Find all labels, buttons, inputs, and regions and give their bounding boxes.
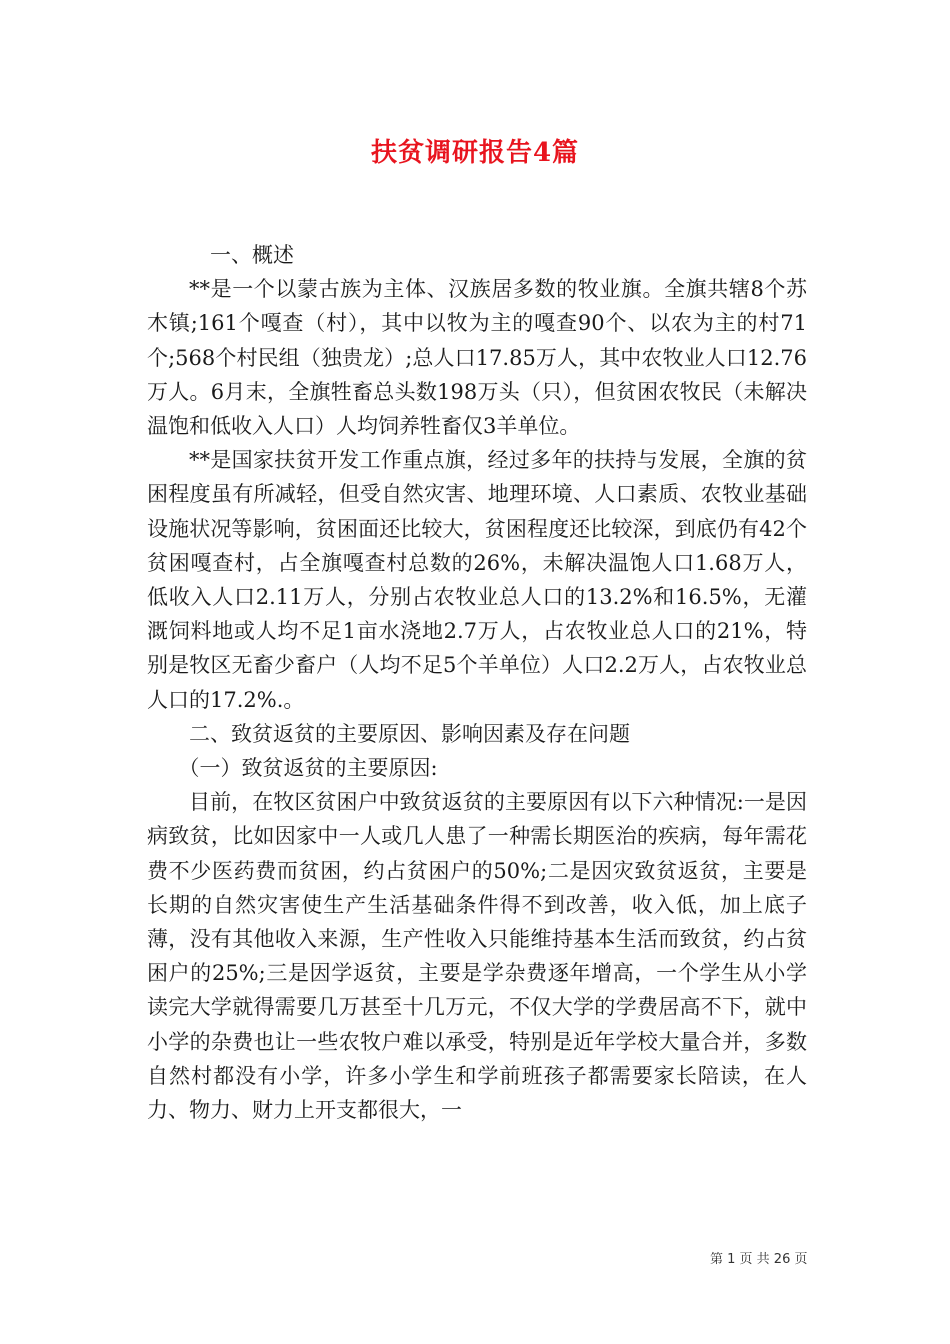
document-title: 扶贫调研报告4篇	[370, 138, 580, 168]
paragraph: **是国家扶贫开发工作重点旗，经过多年的扶持与发展，全旗的贫困程度虽有所减轻，但受自然灾害、地理环境、人口素质、农牧业基础设施状况等影响，贫困面还比较大，贫困程度还比较深，到底仍有42个贫困嘎查村，占全旗嘎查村总数的26%，未解决温饱人口1.68万人，低收入人口2.11万人，分别占农牧业总人口的13.2%和16.5%，无灌溉饲料地或人均不足1亩水浇地2.7万人，占农牧业总人口的21%，特别是牧区无畜少畜户（人均不足5个羊单位）人口2.2万人，占农牧业总人口的17.2%.。	[147, 448, 807, 712]
subsection-heading: （一）致贫返贫的主要原因:	[178, 756, 438, 781]
section-heading-causes: 二、致贫返贫的主要原因、影响因素及存在问题	[189, 721, 630, 746]
document-body	[147, 238, 807, 1127]
paragraph: **是一个以蒙古族为主体、汉族居多数的牧业旗。全旗共辖8个苏木镇;161个嘎查（村），其中以牧为主的嘎查90个、以农为主的村71个;568个村民组（独贵龙）;总人口17.85万人，其中农牧业人口12.76万人。6月末，全旗牲畜总头数198万头（只），但贫困农牧民（未解决温饱和低收入人口）人均饲养牲畜仅3羊单位。	[147, 277, 807, 439]
paragraph: 目前，在牧区贫困户中致贫返贫的主要原因有以下六种情况:一是因病致贫，比如因家中一人或几人患了一种需长期医治的疾病，每年需花费不少医药费而贫困，约占贫困户的50%;二是因灾致贫返贫，主要是长期的自然灾害使生产生活基础条件得不到改善，收入低，加上底子薄，没有其他收入来源，生产性收入只能维持基本生活而致贫，约占贫困户的25%;三是因学返贫，主要是学杂费逐年增高，一个学生从小学读完大学就得需要几万甚至十几万元，不仅大学的学费居高不下，就中小学的杂费也让一些农牧户难以承受，特别是近年学校大量合并，多数自然村都没有小学，许多小学生和学前班孩子都需要家长陪读，在人力、物力、财力上开支都很大，一	[147, 790, 807, 1123]
section-heading-overview: 一、概述	[210, 243, 294, 267]
page-number: 第 1 页 共 26 页	[710, 1252, 808, 1267]
